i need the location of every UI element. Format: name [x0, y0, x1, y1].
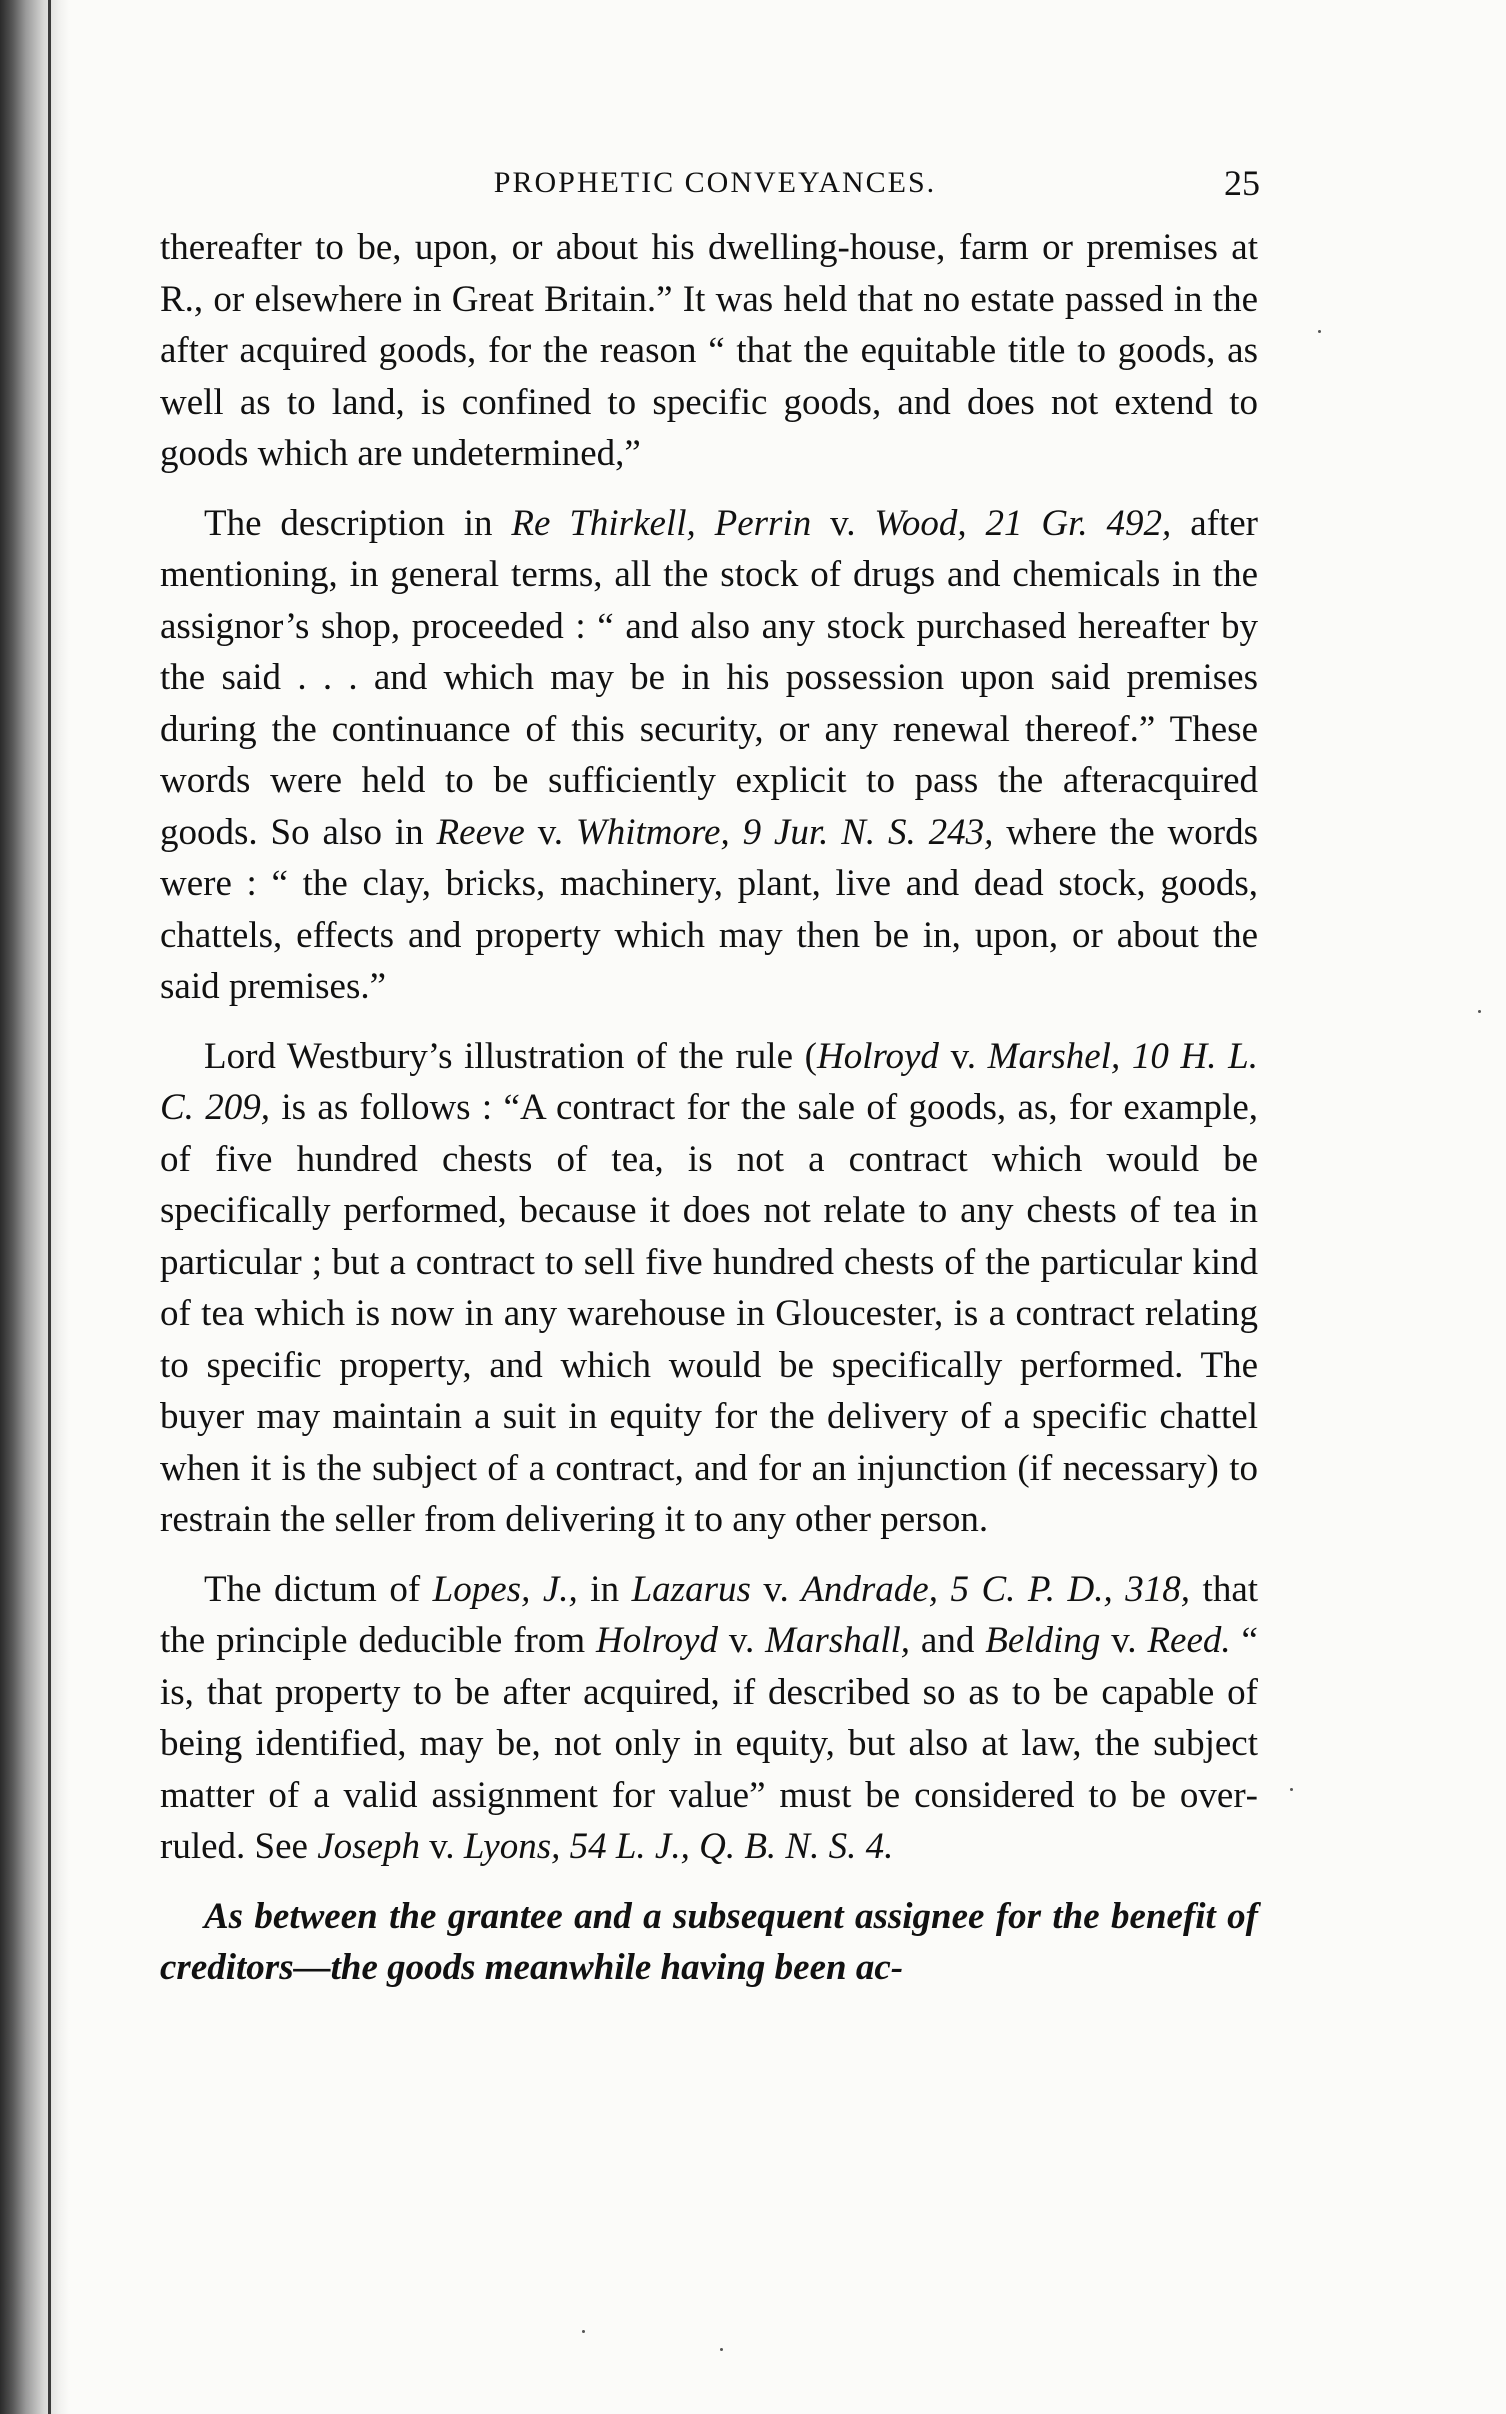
scan-speck	[582, 2330, 585, 2333]
scan-speck	[1290, 1788, 1293, 1791]
citation-text: Joseph	[317, 1826, 420, 1867]
scan-speck	[720, 2348, 723, 2351]
page-header	[160, 158, 1270, 208]
binding-edge-shadow	[0, 0, 70, 2414]
body-text: v.	[419, 1826, 464, 1867]
body-text: v.	[938, 1035, 988, 1077]
body-text: v.	[717, 1620, 766, 1661]
citation-text: Reeve	[436, 811, 525, 853]
scan-speck	[1318, 330, 1321, 333]
scan-speck	[1478, 1010, 1481, 1013]
citation-text: Reed.	[1147, 1620, 1231, 1661]
body-text: v.	[750, 1568, 802, 1610]
citation-text: Holroyd	[816, 1035, 939, 1077]
citation-text: Whitmore, 9 Jur. N. S. 243,	[575, 811, 994, 853]
page-number: 25	[1224, 163, 1260, 203]
citation-text: Re Thirkell, Perrin	[511, 502, 812, 544]
body-text: that the principle deducible from	[160, 1568, 1259, 1661]
paragraph	[160, 498, 1258, 1013]
emphasis-text: As between the grantee and a subsequent assignee for the benefit of creditors—the goods meanwhile having been ac-	[160, 1895, 1258, 1988]
citation-text: Holroyd	[596, 1620, 718, 1661]
citation-text: Lyons, 54 L. J., Q. B. N. S. 4.	[463, 1826, 894, 1867]
citation-text: Wood, 21 Gr. 492,	[874, 502, 1172, 544]
body-text: is as follows : “A contract for the sale of goods, as, for example, of five hundred chests of tea, is not a contract which would be specifically performed, because it does not relate to any chests of tea in particular ; but a contract to sell five hundred chests of the particular kind of tea which is now in any warehouse in Gloucester, is a contract relating to specific property, and which would be specifically performed. The buyer may maintain a suit in equity for the delivery of a specific chattel when it is the subject of a contract, and for an injunction (if necessary) to restrain the seller from delivering it to any other person.	[160, 1087, 1258, 1540]
paragraph	[160, 1031, 1258, 1546]
paragraph	[160, 222, 1258, 480]
body-text: thereafter to be, upon, or about his dwelling-house, farm or premises at R., or elsewhere in Great Britain.” It was held that no estate passed in the after acquired goods, for the reason “ that the equitable title to goods, as well as to land, is confined to specific goods, and does not extend to goods which are undetermined,”	[160, 227, 1258, 474]
citation-text: Marshel, 10 H. L. C. 209,	[160, 1035, 1258, 1128]
body-text: v.	[811, 502, 875, 544]
body-text: The dictum of	[204, 1568, 433, 1610]
body-text: v.	[524, 811, 576, 853]
citation-text: Lopes, J.,	[432, 1568, 578, 1610]
body-text: in	[577, 1568, 632, 1610]
body-text: after mentioning, in general terms, all the stock of drugs and chemicals in the assignor’s shop, proceeded : “ and also any stock purchased hereafter by the said . . . and which may be in his possession upon said premises during the continuance of this security, or any renewal thereof.” These words were held to be sufficiently explicit to pass the afteracquired goods. So also in	[160, 502, 1258, 853]
body-text: where the words were : “ the clay, bricks, machinery, plant, live and dead stock, goods, chattels, effects and property which may then be in, upon, or about the said premises.”	[160, 811, 1258, 1007]
paragraph	[160, 1564, 1258, 1873]
citation-text: Marshall,	[765, 1620, 911, 1661]
citation-text: Lazarus	[631, 1568, 751, 1610]
running-head: PROPHETIC CONVEYANCES.	[493, 166, 937, 199]
page-body	[160, 222, 1258, 2012]
citation-text: Belding	[985, 1620, 1101, 1661]
body-text: “ is, that property to be after acquired, if described so as to be capable of being identified, may be, not only in equity, but also at law, the subject matter of a valid assignment for value” must be considered to be overruled. See	[160, 1620, 1258, 1867]
binding-edge-line	[48, 0, 51, 2414]
body-text: The description in	[204, 502, 512, 544]
paragraph	[160, 1891, 1258, 1994]
citation-text: Andrade, 5 C. P. D., 318,	[801, 1568, 1191, 1610]
body-text: and	[910, 1620, 986, 1661]
body-text: v.	[1100, 1620, 1148, 1661]
body-text: Lord Westbury’s illustration of the rule (	[204, 1035, 817, 1077]
